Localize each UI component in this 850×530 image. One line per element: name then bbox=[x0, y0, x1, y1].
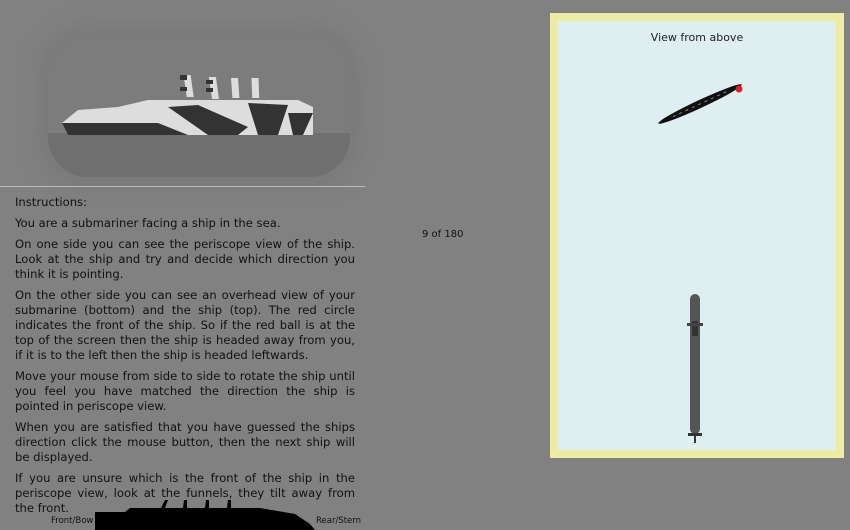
ship-silhouette-diagram bbox=[95, 500, 315, 530]
submarine-top-view bbox=[687, 294, 703, 443]
rear-stern-label: Rear/Stern bbox=[316, 516, 362, 526]
instruction-paragraph: On the other side you can see an overhead view of your submarine (bottom) and the ship (top). The red circle indicates the front of the ship. So if the red ball is at the top of the screen then the ship is headed away from you, if it is to the left then the ship is headed leftwards. bbox=[15, 288, 355, 362]
ship-front-marker bbox=[736, 86, 743, 93]
instruction-paragraph: Move your mouse from side to side to rotate the ship until you feel you have matched the direction the ship is pointed in periscope view. bbox=[15, 369, 355, 413]
ship-top-view[interactable] bbox=[657, 81, 744, 127]
ship-side-view bbox=[48, 35, 350, 177]
instruction-paragraph: If you are unsure which is the front of the ship in the periscope view, look at the funnels, they tilt away from the front. bbox=[15, 471, 355, 515]
instruction-paragraph: When you are satisfied that you have guessed the ships direction click the mouse button, then the next ship will be displayed. bbox=[15, 420, 355, 464]
overhead-view-title: View from above bbox=[650, 31, 744, 44]
overhead-view-panel[interactable] bbox=[550, 13, 844, 458]
front-bow-label: Front/Bow bbox=[51, 516, 94, 526]
instruction-paragraph: On one side you can see the periscope view of the ship. Look at the ship and try and decide which direction you think it is pointing. bbox=[15, 237, 355, 281]
divider bbox=[0, 186, 365, 187]
instruction-paragraph: You are a submariner facing a ship in the sea. bbox=[15, 216, 281, 230]
periscope-view bbox=[48, 35, 350, 177]
instructions bbox=[15, 195, 355, 522]
instructions-heading: Instructions: bbox=[15, 195, 87, 209]
trial-counter: 9 of 180 bbox=[422, 229, 464, 240]
